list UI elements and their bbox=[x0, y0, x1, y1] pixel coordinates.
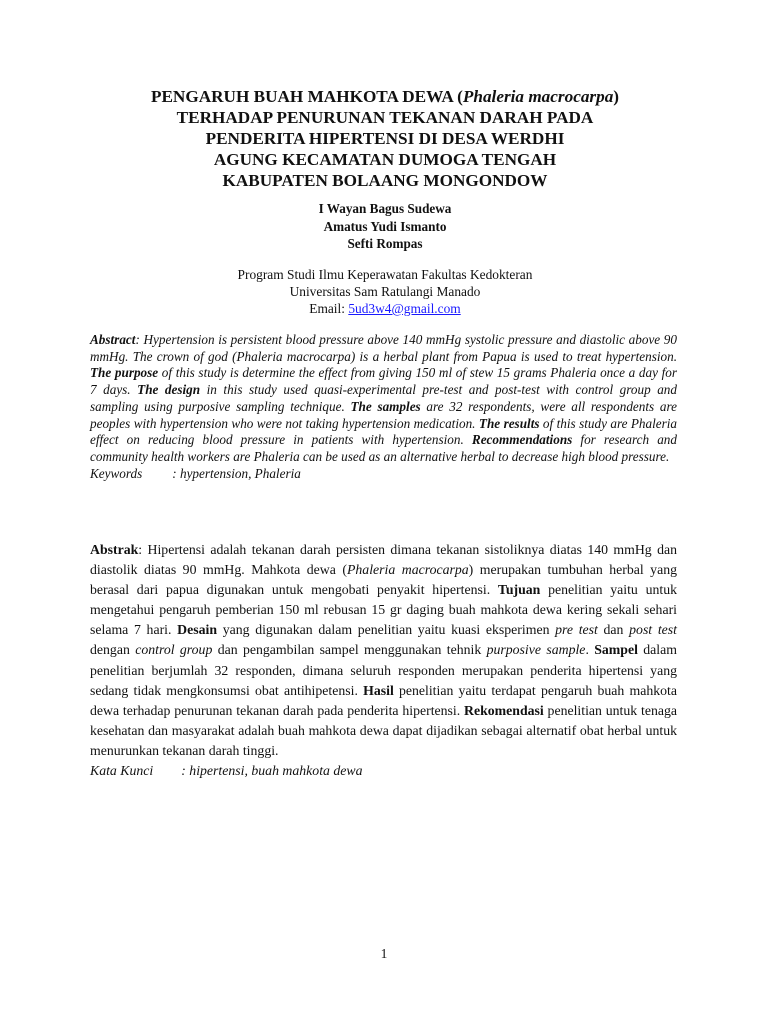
keywords-english: Keywords : hypertension, Phaleria bbox=[90, 465, 301, 481]
title-line-4: AGUNG KECAMATAN DUMOGA TENGAH bbox=[213, 150, 557, 169]
affiliation-email: Email: 5ud3w4@gmail.com bbox=[309, 301, 461, 316]
email-link[interactable]: 5ud3w4@gmail.com bbox=[348, 301, 461, 316]
affiliation-program: Program Studi Ilmu Keperawatan Fakultas Kedokteran bbox=[237, 267, 533, 282]
author-list bbox=[95, 200, 675, 253]
abstract-label: Abstract bbox=[90, 332, 136, 347]
abstract-indonesian bbox=[90, 540, 677, 781]
title-line-3: PENDERITA HIPERTENSI DI DESA WERDHI bbox=[205, 129, 565, 148]
abstract-english-body: Abstract: Hypertension is persistent blood pressure above 140 mmHg systolic pressure and diastolic above 90 mmHg. The crown of god (Phaleria macrocarpa) is a herbal plant from Papua is used to treat hypertension. The purpose of this study is determine the effect from giving 150 ml of stew 15 grams Phaleria once a day for 7 days. The design in this study used quasi-experimental pre-test and post-test with control group and sampling using purposive sampling technique. The samples are 32 respondents, were all respondents are peoples with hypertension who were not taking hypertension medication. The results of this study are Phaleria effect on reducing blood pressure in patients with hypertension. Recommendations for research and community health workers are Phaleria can be used as an alternative herbal to decrease high blood pressure. bbox=[90, 332, 678, 464]
abstrak-label: Abstrak bbox=[90, 542, 139, 557]
species-name: Phaleria macrocarpa bbox=[462, 87, 614, 106]
author-3: Sefti Rompas bbox=[347, 236, 423, 251]
title-line-1: PENGARUH BUAH MAHKOTA DEWA (Phaleria macrocarpa) bbox=[150, 87, 620, 106]
paper-title bbox=[95, 86, 675, 191]
title-line-5: KABUPATEN BOLAANG MONGONDOW bbox=[222, 171, 548, 190]
abstract-english bbox=[90, 332, 677, 482]
keywords-indonesian: Kata Kunci : hipertensi, buah mahkota dewa bbox=[90, 763, 363, 779]
author-2: Amatus Yudi Ismanto bbox=[323, 218, 447, 234]
affiliation bbox=[95, 266, 675, 317]
affiliation-university: Universitas Sam Ratulangi Manado bbox=[289, 284, 481, 299]
abstract-indonesian-body: Abstrak: Hipertensi adalah tekanan darah persisten dimana tekanan sistoliknya diatas 140 mmHg dan diastolik diatas 90 mmHg. Mahkota dewa (Phaleria macrocarpa) merupakan tumbuhan herbal yang berasal dari papua digunakan untuk mengobati penyakit hipertensi. Tujuan penelitian yaitu untuk mengetahui pengaruh pemberian 150 ml rebusan 15 gr daging buah mahkota dewa kering sekali sehari selama 7 hari. Desain yang digunakan dalam penelitian yaitu kuasi eksperimen pre test dan post test dengan control group dan pengambilan sampel menggunakan tehnik purposive sample. Sampel dalam penelitian berjumlah 32 responden, dimana seluruh responden merupakan penderita hipertensi yang sedang tidak mengkonsumsi obat antihipetensi. Hasil penelitian yaitu terdapat pengaruh buah mahkota dewa terhadap penurunan tekanan darah pada penderita hipertensi. Rekomendasi penelitian untuk tenaga kesehatan dan masyarakat adalah buah mahkota dewa dapat dijadikan sebagai alternatif obat herbal untuk menurunkan tekanan darah tinggi. bbox=[90, 542, 677, 758]
page-number: 1 bbox=[380, 946, 388, 961]
author-1: I Wayan Bagus Sudewa bbox=[318, 201, 452, 216]
title-line-2: TERHADAP PENURUNAN TEKANAN DARAH PADA bbox=[176, 108, 594, 127]
